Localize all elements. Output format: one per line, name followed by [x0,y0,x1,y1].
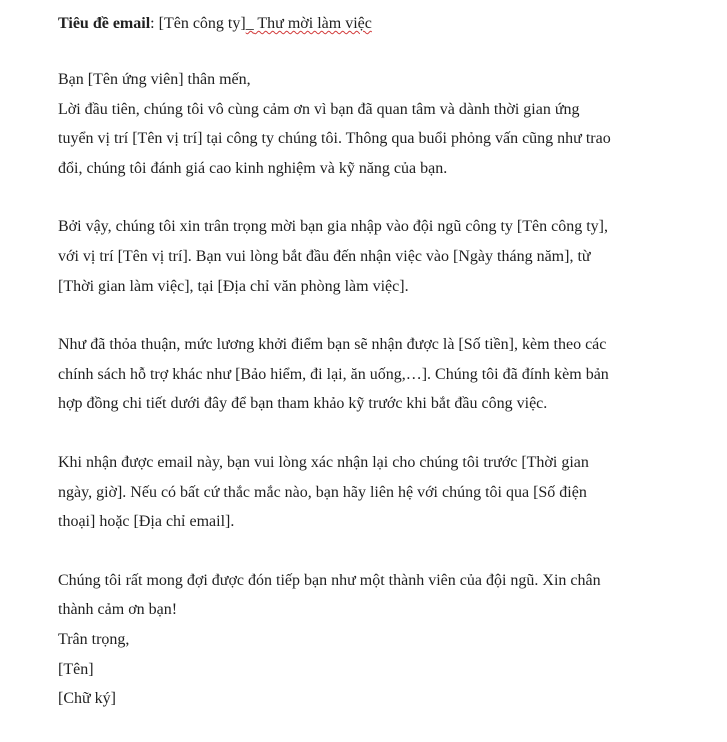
paragraph-2-line-1: Bởi vậy, chúng tôi xin trân trọng mời bạn gia nhập vào đội ngũ công ty [Tên công ty], [58,218,608,236]
subject-label: Tiêu đề email [58,15,151,32]
paragraph-3-line-2: chính sách hỗ trợ khác như [Bảo hiểm, đi lại, ăn uống,…]. Chúng tôi đã đính kèm bản [58,365,609,383]
paragraph-4-line-1: Khi nhận được email này, bạn vui lòng xác nhận lại cho chúng tôi trước [Thời gian [58,453,589,471]
subject-company-placeholder: [Tên công ty] [158,15,246,32]
subject-title: Thư mời làm việc [253,15,372,32]
sender-name-placeholder: [Tên] [58,660,94,678]
greeting: Bạn [Tên ứng viên] thân mến, [58,71,251,88]
paragraph-1-line-3: đổi, chúng tôi đánh giá cao kinh nghiệm và kỹ năng của bạn. [58,159,448,177]
closing-line-2: thành cảm ơn bạn! [58,601,178,619]
paragraph-3-line-1: Như đã thỏa thuận, mức lương khởi điểm bạn sẽ nhận được là [Số tiền], kèm theo các [58,336,607,354]
paragraph-4-line-3: thoại] hoặc [Địa chỉ email]. [58,513,235,531]
greeting-block [58,65,678,183]
paragraph-1-line-1: Lời đầu tiên, chúng tôi vô cùng cảm ơn vì bạn đã quan tâm và dành thời gian ứng [58,100,580,118]
closing-block [58,566,678,714]
closing-line-1: Chúng tôi rất mong đợi được đón tiếp bạn như một thành viên của đội ngũ. Xin chân [58,571,601,589]
sign-off: Trân trọng, [58,630,130,648]
paragraph-1-line-2: tuyển vị trí [Tên vị trí] tại công ty chúng tôi. Thông qua buổi phỏng vấn cũng như trao [58,130,611,148]
paragraph-2 [58,212,678,301]
paragraph-4-line-2: ngày, giờ]. Nếu có bất cứ thắc mắc nào, bạn hãy liên hệ với chúng tôi qua [Số điện [58,483,587,501]
paragraph-3-line-3: hợp đồng chi tiết dưới đây để bạn tham khảo kỹ trước khi bắt đầu công việc. [58,395,548,413]
signature-placeholder: [Chữ ký] [58,690,116,708]
paragraph-4 [58,448,678,537]
subject-separator: _ [245,15,254,32]
email-template-document [58,12,678,714]
email-subject-line [58,12,678,36]
paragraph-2-line-2: với vị trí [Tên vị trí]. Bạn vui lòng bắt đầu đến nhận việc vào [Ngày tháng năm], từ [58,247,591,265]
paragraph-3 [58,330,678,419]
subject-colon: : [150,15,159,32]
paragraph-2-line-3: [Thời gian làm việc], tại [Địa chỉ văn phòng làm việc]. [58,277,409,295]
